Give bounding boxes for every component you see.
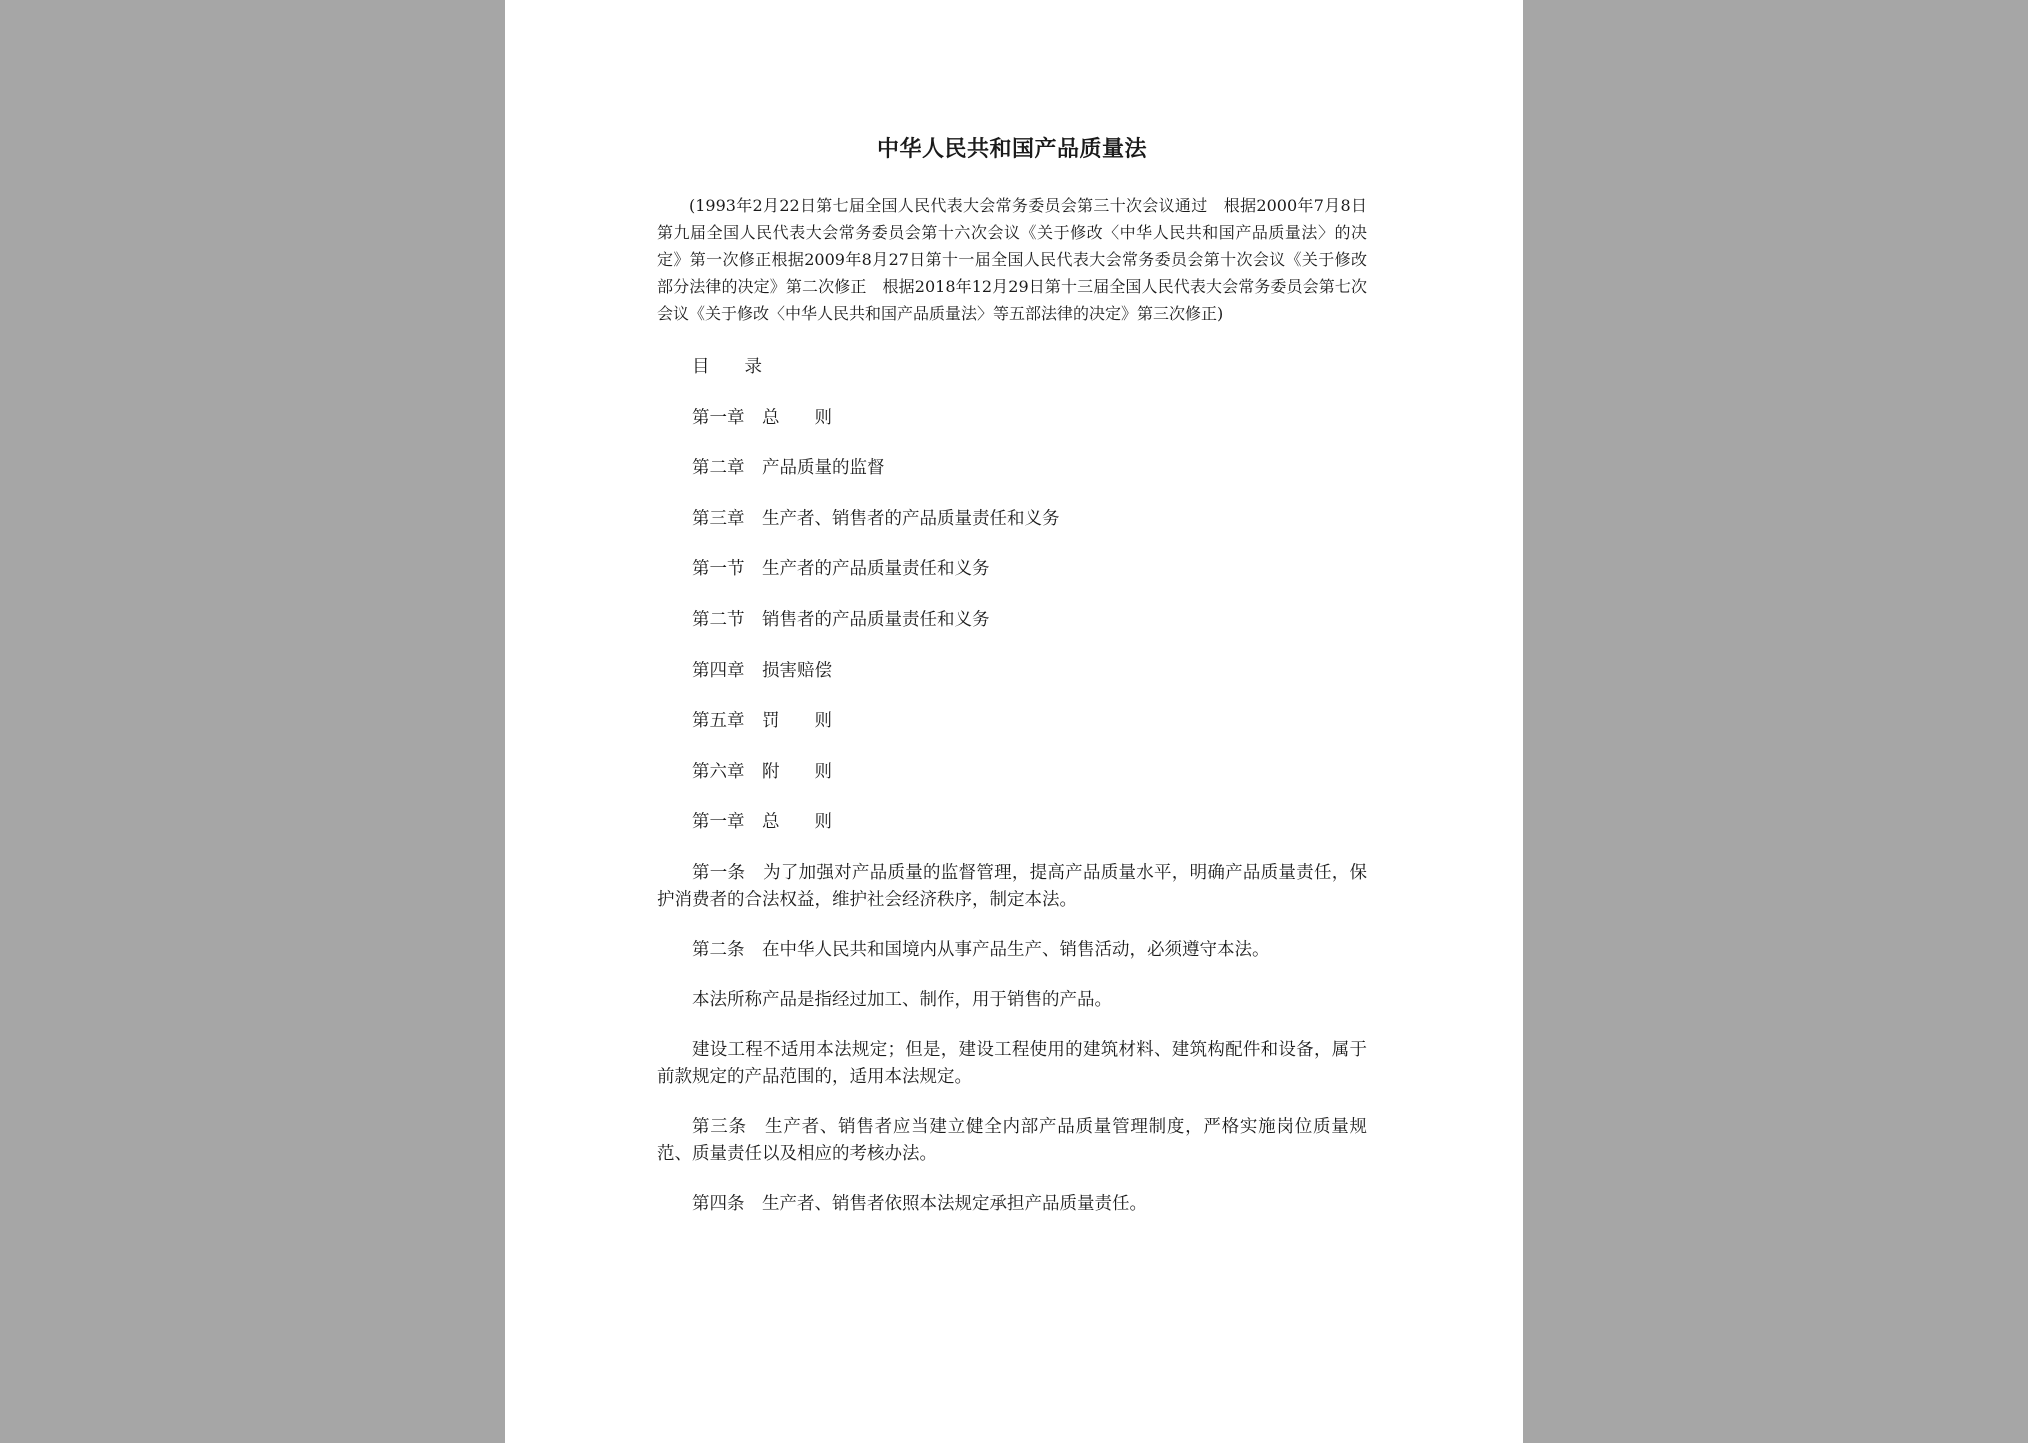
article-paragraph: 本法所称产品是指经过加工、制作，用于销售的产品。 [692,989,1112,1010]
document-title: 中华人民共和国产品质量法 [876,136,1147,162]
toc-item: 第五章 罚 则 [692,711,832,732]
article-paragraph: 第四条 生产者、销售者依照本法规定承担产品质量责任。 [692,1193,1147,1214]
toc-item: 第二章 产品质量的监督 [692,458,885,479]
article-paragraph: 第二条 在中华人民共和国境内从事产品生产、销售活动，必须遵守本法。 [692,939,1270,960]
revision-history: (1993年2月22日第七届全国人民代表大会常务委员会第三十次会议通过 根据2000年7月8日第九届全国人民代表大会常务委员会第十六次会议《关于修改〈中华人民共和国产品质量法〉的决定》第一次修正根据2009年8月27日第十一届全国人民代表大会常务委员会第十次会议《关于修改部分法律的决定》第二次修正 根据2018年12月29日第十三届全国人民代表大会常务委员会第七次会议《关于修改〈中华人民共和国产品质量法〉等五部法律的决定》第三次修正) [657,196,1367,323]
toc-item: 第一节 生产者的产品质量责任和义务 [692,559,990,580]
chapter-heading: 第一章 总 则 [692,812,832,833]
toc-heading: 目 录 [692,357,762,377]
document-page [505,0,1523,1443]
toc-item: 第三章 生产者、销售者的产品质量责任和义务 [692,508,1060,529]
article-paragraph: 第一条 为了加强对产品质量的监督管理，提高产品质量水平，明确产品质量责任，保护消费者的合法权益，维护社会经济秩序，制定本法。 [657,862,1367,910]
toc-item: 第一章 总 则 [692,407,832,428]
toc-item: 第六章 附 则 [692,761,832,782]
page-content [657,132,1367,1241]
article-paragraph: 建设工程不适用本法规定；但是，建设工程使用的建筑材料、建筑构配件和设备，属于前款规定的产品范围的，适用本法规定。 [657,1039,1367,1087]
toc-item: 第二节 销售者的产品质量责任和义务 [692,609,990,630]
toc-item: 第四章 损害赔偿 [692,660,832,681]
article-paragraph: 第三条 生产者、销售者应当建立健全内部产品质量管理制度，严格实施岗位质量规范、质量责任以及相应的考核办法。 [657,1116,1367,1164]
